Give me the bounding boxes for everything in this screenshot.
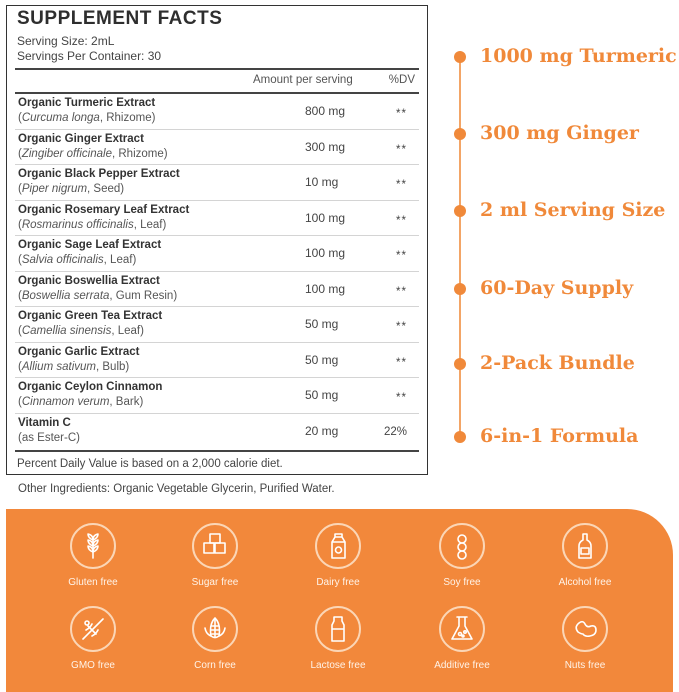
ingredient-name: Organic Turmeric Extract bbox=[18, 97, 156, 109]
badge bbox=[419, 523, 505, 588]
table-row bbox=[15, 201, 419, 237]
badge bbox=[542, 523, 628, 588]
latin-name: Salvia officinalis bbox=[21, 254, 104, 266]
ingredient-amount: 100 mg bbox=[305, 246, 346, 260]
badge-label: GMO free bbox=[71, 660, 115, 671]
ingredient-dv: ** bbox=[396, 179, 407, 191]
servings-per-container: Servings Per Container: 30 bbox=[17, 49, 162, 63]
plant-part: , Rhizome) bbox=[111, 147, 168, 160]
flask-icon bbox=[439, 606, 485, 652]
ingredient-dv: ** bbox=[396, 321, 407, 333]
other-ingredients: Other Ingredients: Organic Vegetable Glycerin, Purified Water. bbox=[18, 483, 335, 495]
daily-value-footnote: Percent Daily Value is based on a 2,000 calorie diet. bbox=[17, 458, 283, 470]
ingredient-amount: 800 mg bbox=[305, 104, 346, 118]
plant-part: , Seed) bbox=[87, 183, 125, 195]
dna-syringe-icon bbox=[70, 606, 116, 652]
ingredient-amount: 300 mg bbox=[305, 139, 346, 154]
ingredient-source: (Piper nigrum, Seed) bbox=[18, 183, 125, 195]
divider-bottom bbox=[15, 450, 419, 452]
ingredient-subtext: (as Ester-C) bbox=[18, 431, 80, 444]
ingredient-dv: ** bbox=[396, 214, 407, 227]
ingredient-source: (Allium sativum, Bulb) bbox=[18, 360, 130, 373]
soybean-icon bbox=[439, 523, 485, 569]
latin-name: Curcuma longa bbox=[21, 112, 100, 124]
ingredient-source: (Zingiber officinale, Rhizome) bbox=[18, 147, 168, 160]
ingredient-source: (Boswellia serrata, Gum Resin) bbox=[18, 289, 178, 302]
wheat-icon bbox=[70, 523, 116, 569]
col-dv-header: %DV bbox=[388, 74, 415, 86]
latin-name: Allium sativum bbox=[21, 360, 96, 373]
table-row bbox=[15, 94, 419, 130]
ingredient-amount: 10 mg bbox=[305, 175, 339, 189]
bottle-icon bbox=[562, 523, 608, 569]
col-amount-header: Amount per serving bbox=[253, 74, 353, 86]
ingredient-name: Organic Black Pepper Extract bbox=[18, 168, 180, 180]
supplement-facts-panel bbox=[6, 5, 428, 475]
ingredient-amount: 50 mg bbox=[305, 352, 339, 367]
sugar-cubes-icon bbox=[192, 523, 238, 569]
timeline-line bbox=[459, 57, 461, 437]
ingredient-name: Organic Garlic Extract bbox=[18, 345, 140, 358]
plant-part: , Leaf) bbox=[111, 325, 144, 337]
latin-name: Piper nigrum bbox=[21, 183, 88, 195]
plant-part: , Leaf) bbox=[103, 254, 137, 266]
ingredient-source: (Rosmarinus officinalis, Leaf) bbox=[18, 218, 167, 231]
ingredient-dv: 22% bbox=[383, 425, 407, 438]
serving-size: Serving Size: 2mL bbox=[17, 34, 115, 48]
table-row bbox=[15, 307, 419, 343]
plant-part: , Bark) bbox=[109, 396, 144, 408]
table-row bbox=[15, 165, 419, 201]
ingredient-dv: ** bbox=[396, 143, 407, 156]
badge-label: Sugar free bbox=[191, 577, 239, 588]
ingredient-source: (Camellia sinensis, Leaf) bbox=[18, 325, 144, 337]
badge-label: Lactose free bbox=[310, 660, 366, 671]
ingredient-amount: 50 mg bbox=[305, 317, 339, 331]
panel-title: SUPPLEMENT FACTS bbox=[17, 8, 223, 29]
ingredient-source: (Cinnamon verum, Bark) bbox=[18, 396, 144, 408]
ingredient-dv: ** bbox=[396, 108, 407, 120]
table-row bbox=[15, 343, 419, 379]
ingredient-name: Organic Green Tea Extract bbox=[18, 310, 163, 322]
badge bbox=[419, 606, 505, 671]
ingredient-source: (Salvia officinalis, Leaf) bbox=[18, 254, 137, 266]
ingredient-amount: 20 mg bbox=[305, 423, 339, 438]
badge bbox=[295, 606, 381, 671]
feature-text: 2 ml Serving Size bbox=[480, 199, 666, 221]
divider-top bbox=[15, 68, 419, 70]
feature-text: 1000 mg Turmeric bbox=[480, 45, 677, 67]
latin-name: Cinnamon verum bbox=[21, 396, 110, 408]
feature-text: 2-Pack Bundle bbox=[480, 352, 635, 374]
timeline-dot bbox=[454, 128, 466, 140]
badge-label: Dairy free bbox=[316, 577, 360, 588]
ingredient-amount: 50 mg bbox=[305, 388, 339, 402]
table-row bbox=[15, 130, 419, 166]
ingredient-name: Organic Sage Leaf Extract bbox=[18, 239, 162, 251]
ingredient-source bbox=[18, 432, 80, 444]
table-row bbox=[15, 414, 419, 450]
milk-bottle-icon bbox=[315, 606, 361, 652]
corn-icon bbox=[192, 606, 238, 652]
milk-carton-icon bbox=[315, 523, 361, 569]
free-from-band bbox=[6, 509, 673, 692]
plant-part: , Rhizome) bbox=[99, 112, 156, 124]
badge-label: Gluten free bbox=[68, 577, 118, 588]
plant-part: , Bulb) bbox=[95, 360, 130, 373]
badge-label: Corn free bbox=[194, 660, 236, 671]
ingredient-name: Vitamin C bbox=[18, 416, 71, 429]
badge-label: Soy free bbox=[443, 577, 481, 588]
ingredient-dv: ** bbox=[396, 285, 407, 298]
timeline-dot bbox=[454, 51, 466, 63]
badge bbox=[172, 606, 258, 671]
badge-label: Nuts free bbox=[564, 660, 606, 671]
badge bbox=[50, 606, 136, 671]
badge-label: Additive free bbox=[434, 660, 490, 671]
ingredient-name: Organic Ceylon Cinnamon bbox=[18, 381, 163, 393]
latin-name: Camellia sinensis bbox=[21, 325, 112, 337]
ingredient-amount: 100 mg bbox=[305, 281, 346, 296]
ingredient-name: Organic Ginger Extract bbox=[18, 132, 144, 145]
badge-label: Alcohol free bbox=[558, 577, 612, 588]
table-row bbox=[15, 378, 419, 414]
timeline-dot bbox=[454, 205, 466, 217]
timeline-dot bbox=[454, 358, 466, 370]
timeline-dot bbox=[454, 283, 466, 295]
ingredient-source: (Curcuma longa, Rhizome) bbox=[18, 112, 156, 124]
table-row bbox=[15, 236, 419, 272]
peanut-icon bbox=[562, 606, 608, 652]
ingredient-name: Organic Rosemary Leaf Extract bbox=[18, 203, 190, 216]
plant-part: , Gum Resin) bbox=[109, 289, 178, 302]
latin-name: Rosmarinus officinalis bbox=[21, 218, 134, 231]
badge bbox=[172, 523, 258, 588]
feature-text: 300 mg Ginger bbox=[480, 122, 639, 144]
ingredient-name: Organic Boswellia Extract bbox=[18, 274, 160, 287]
feature-text: 60-Day Supply bbox=[480, 277, 634, 299]
ingredient-dv: ** bbox=[396, 356, 407, 369]
ingredient-amount: 100 mg bbox=[305, 210, 346, 225]
latin-name: Zingiber officinale bbox=[21, 147, 112, 160]
ingredient-dv: ** bbox=[396, 250, 407, 262]
ingredient-dv: ** bbox=[396, 392, 407, 404]
badge bbox=[50, 523, 136, 588]
badge bbox=[295, 523, 381, 588]
plant-part: , Leaf) bbox=[133, 218, 167, 231]
feature-text: 6-in-1 Formula bbox=[480, 425, 639, 447]
badge bbox=[542, 606, 628, 671]
table-row bbox=[15, 272, 419, 308]
timeline-dot bbox=[454, 431, 466, 443]
latin-name: Boswellia serrata bbox=[21, 289, 110, 302]
